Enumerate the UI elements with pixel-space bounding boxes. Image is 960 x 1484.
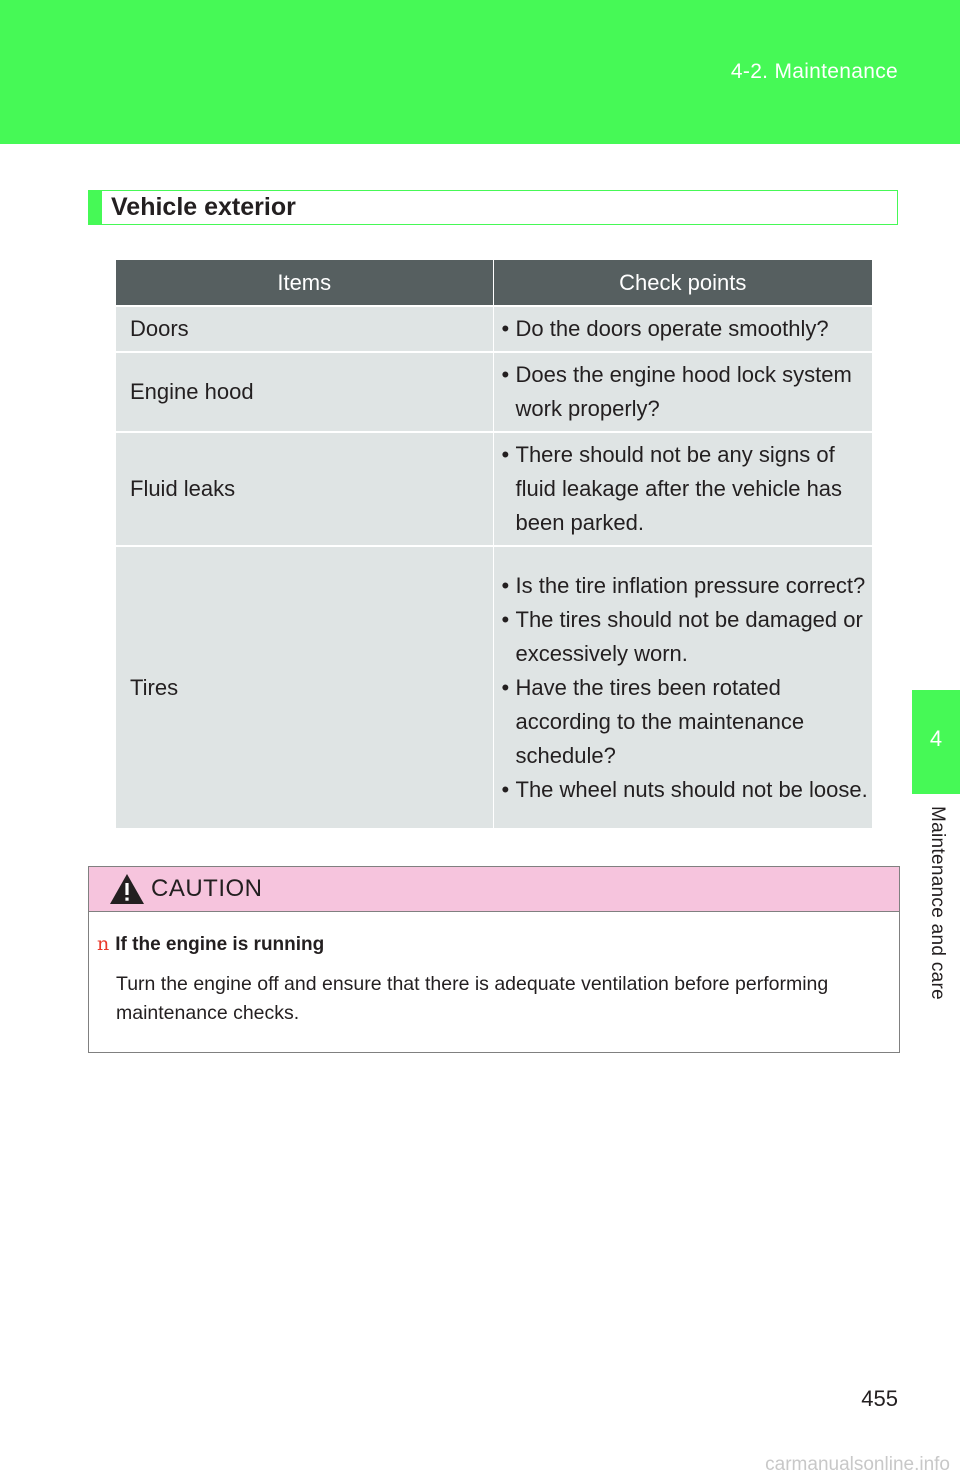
- check-points-cell: [493, 306, 872, 352]
- table-header-row: [116, 260, 872, 306]
- chapter-tab[interactable]: [912, 690, 960, 794]
- check-point: • Does the engine hood lock system work properly?: [501, 362, 852, 421]
- chapter-number: 4: [929, 726, 943, 751]
- caution-subtitle-text: If the engine is running: [115, 934, 325, 955]
- check-table: [116, 260, 872, 828]
- item-cell: Doors: [116, 306, 493, 352]
- check-point: • Have the tires been rotated according to the maintenance schedule?: [501, 674, 805, 768]
- warning-triangle-icon: [109, 873, 145, 905]
- column-header-check-points: Check points: [493, 260, 872, 306]
- caution-body: Turn the engine off and ensure that there is adequate ventilation before performing maintenance checks.: [116, 973, 829, 1024]
- caution-marker: n: [97, 933, 110, 955]
- item-cell: Engine hood: [116, 352, 493, 432]
- heading-accent-bar: [89, 191, 102, 224]
- caution-subtitle: [97, 933, 324, 956]
- check-points-cell: [493, 546, 872, 828]
- check-point: • Do the doors operate smoothly?: [501, 316, 829, 341]
- check-point: • Is the tire inflation pressure correct?: [501, 572, 866, 598]
- section-title: Vehicle exterior: [111, 193, 296, 221]
- check-point: • The wheel nuts should not be loose.: [501, 776, 868, 802]
- watermark: carmanualsonline.info: [765, 1454, 950, 1475]
- chapter-label: Maintenance and care: [927, 806, 948, 1001]
- header-band: [0, 0, 960, 144]
- page-number: 455: [861, 1386, 898, 1411]
- caution-box: [88, 866, 900, 1053]
- item-cell: Tires: [116, 546, 493, 828]
- column-header-items: Items: [116, 260, 493, 306]
- check-points-cell: [493, 432, 872, 546]
- check-point: • There should not be any signs of fluid leakage after the vehicle has been parked.: [501, 442, 843, 535]
- caution-title: CAUTION: [151, 875, 263, 902]
- check-point: • The tires should not be damaged or excessively worn.: [501, 606, 863, 666]
- caution-header: [89, 867, 899, 912]
- table-row: [116, 546, 872, 828]
- table-row: [116, 432, 872, 546]
- table-row: [116, 306, 872, 352]
- check-points-cell: [493, 352, 872, 432]
- item-cell: Fluid leaks: [116, 432, 493, 546]
- table-row: [116, 352, 872, 432]
- section-heading: [88, 190, 898, 225]
- section-breadcrumb: 4-2. Maintenance: [730, 60, 898, 83]
